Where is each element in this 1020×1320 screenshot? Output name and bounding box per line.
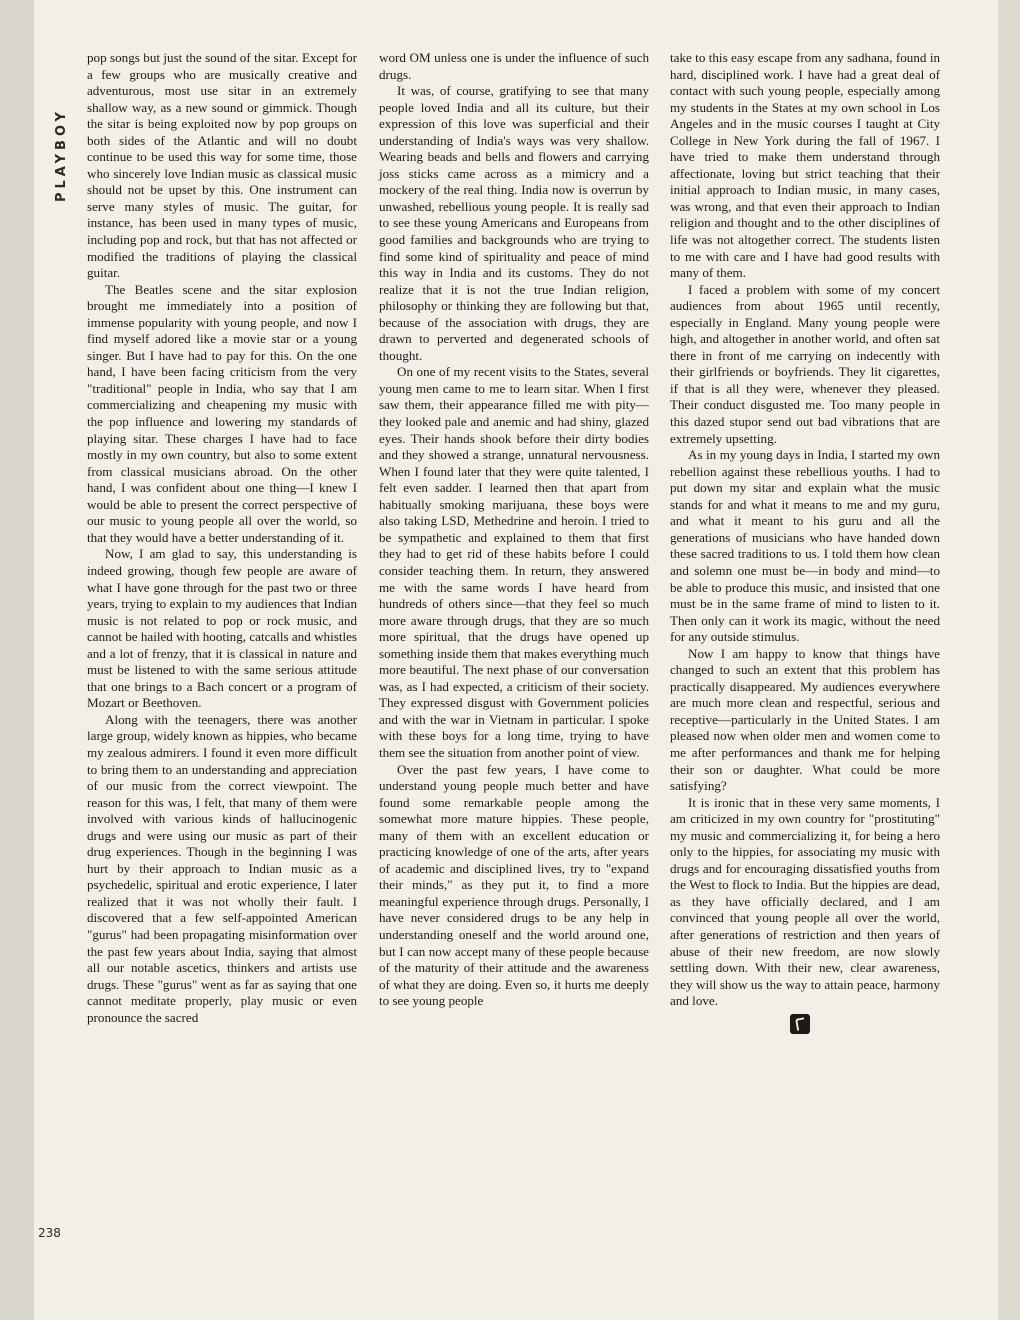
paragraph: As in my young days in India, I started my own rebellion against these rebellious youths. I had to put down my sitar and explain what the music stands for and what it means to me and my guru, and what it meant to his guru and all the generations of musicians who have handed down these sacred traditions to us. I told them how clean and solemn one must be—in body and mind—to be able to produce this music, and insisted that one must be in the same frame of mind to listen to it. Then only can it work its magic, without the need for any outside stimulus. [670, 447, 940, 645]
paragraph: The Beatles scene and the sitar explosion brought me immediately into a position of immense popularity with young people, and now I find myself adored like a movie star or a young singer. But I have had to pay for this. On the one hand, I have been facing criticism from the very "traditional" people in India, who say that I am commercializing and cheapening my music with the pop influence and lowering my standards of playing sitar. These charges I have had to face mostly in my own country, but also to some extent from classical musicians abroad. On the other hand, I was confident about one thing—I knew I would be able to present the correct perspective of our music to young people all over the world, so that they would have a better understanding of it. [87, 281, 357, 545]
paragraph: Along with the teenagers, there was another large group, widely known as hippies, who became my zealous admirers. I found it even more difficult to bring them to an understanding and appreciation of our music from the correct viewpoint. The reason for this was, I felt, that many of them were involved with various kinds of hallucinogenic drugs and were using our music as part of their drug experiences. Though in the beginning I was hurt by their approach to Indian music as a psychedelic, spiritual and erotic experience, I later realized that it was not wholly their fault. I discovered that a few self-appointed American "gurus" had been propagating misinformation over the past few years about India, saying that almost all our notable ascetics, thinkers and artists use drugs. These "gurus" went as far as saying that one cannot meditate properly, play music or even pronounce the sacred [87, 711, 357, 1025]
paragraph: take to this easy escape from any sadhana, found in hard, disciplined work. I have had a great deal of contact with such young people, especially among my students in the States at my own school in Los Angeles and in the music courses I taught at City College in New York during the fall of 1967. I have tried to make them understand through affectionate, loving but strict teaching that their initial approach to Indian music, in many cases, was wrong, and that even their approach to Indian religion and thought and to the other disciplines of life was not altogether correct. The students listen to me with care and I have had good results with many of them. [670, 50, 940, 281]
paragraph: On one of my recent visits to the States, several young men came to me to learn sitar. When I first saw them, their appearance filled me with pity—they looked pale and anemic and had shiny, glazed eyes. Their hands shook before their dirty bodies and they showed a strange, unnatural nervousness. When I found later that they were quite talented, I felt even sadder. I learned then that apart from habitually smoking marijuana, these boys were also taking LSD, Methedrine and heroin. I tried to be sympathetic and explained to them that first they had to get rid of these habits before I could consider teaching them. In return, they answered me with the same words I have heard from hundreds of others since—that they feel so much more aware through drugs, that they are so much more spiritual, that the drugs have opened up something inside them that makes everything much more beautiful. The next phase of our conversation was, as I had expected, a criticism of their society. They expressed disgust with Government policies and with the war in Vietnam in particular. I spoke with these boys for a long time, trying to have them see the situation from another point of view. [379, 364, 649, 760]
page-edge-left [0, 0, 34, 1320]
column-2 [379, 50, 649, 1250]
paragraph: Now I am happy to know that things have changed to such an extent that this problem has practically disappeared. My audiences everywhere are much more clean and respectful, serious and receptive—particularly in the United States. I am pleased now when older men and women come to me after performances and thank me for helping their son or daughter. What could be more satisfying? [670, 645, 940, 794]
paragraph: pop songs but just the sound of the sitar. Except for a few groups who are musically creative and adventurous, most use sitar in an extremely shallow way, as a new sound or gimmick. Though the sitar is being exploited now by pop groups on both sides of the Atlantic and will no doubt continue to be used this way for some time, those who sincerely love Indian music as classical music should not be upset by this. One instrument can serve many styles of music. The guitar, for instance, has been used in many types of music, including pop and rock, but that has not affected or modified the traditions of playing the classical guitar. [87, 50, 357, 281]
paragraph: I faced a problem with some of my concert audiences from about 1965 until recently, especially in England. Many young people were high, and altogether in another world, and often sat there in front of me carrying on indecently with their girlfriends or boyfriends. They lit cigarettes, if that is all they were, whenever they pleased. Their conduct disgusted me. Too many people in this dazed stupor send out bad vibrations that are extremely upsetting. [670, 281, 940, 446]
page-number: 238 [38, 1226, 61, 1240]
end-mark-icon [790, 1014, 810, 1034]
paragraph: Over the past few years, I have come to understand young people much better and have found some remarkable people among the somewhat more mature hippies. These people, many of them with an excellent education or practicing knowledge of one of the arts, after years of academic and disciplined lives, try to "expand their minds," as they put it, to find a more meaningful experience through drugs. Personally, I have never considered drugs to be any help in understanding oneself and the world around one, but I can now accept many of these people because of the maturity of their attitude and the awareness of what they are doing. Even so, it hurts me deeply to see young people [379, 761, 649, 1009]
paragraph: It was, of course, gratifying to see that many people loved India and all its culture, but their expression of this love was superficial and their understanding of India's ways was very shallow. Wearing beads and bells and flowers and carrying joss sticks came across as a mimicry and a mockery of the real thing. India now is overrun by unwashed, rebellious young people. It is really sad to see these young Americans and Europeans from good families and backgrounds who are trying to find some kind of spirituality and peace of mind this way in India and its customs. They do not realize that it is not the true Indian religion, philosophy or thinking they are following but that, because of the association with drugs, they are drawn to perverted and degenerated schools of thought. [379, 83, 649, 363]
paragraph: Now, I am glad to say, this understanding is indeed growing, though few people are aware of what I have gone through for the past two or three years, trying to explain to my audiences that Indian music is not related to pop or rock music, and cannot be hailed with hooting, catcalls and whistles and a lot of frenzy, that it is classical in nature and must be listened to with the same serious attitude that one brings to a Bach concert or a program of Mozart or Beethoven. [87, 546, 357, 711]
masthead: PLAYBOY [54, 108, 69, 202]
paragraph: word OM unless one is under the influence of such drugs. [379, 50, 649, 82]
paragraph: It is ironic that in these very same moments, I am criticized in my own country for "prostituting" my music and commercializing it, for being a hero only to the hippies, for associating my music with drugs and for encouraging dissatisfied youths from the West to flock to India. But the hippies are dead, as they have officially declared, and I am convinced that young people all over the world, after generations of restriction and then years of abuse of their new freedom, are now slowly settling down. With their new, clear awareness, they will show us the way to attain peace, harmony and love. [670, 794, 940, 1009]
page-edge-right [998, 0, 1020, 1320]
column-3 [670, 50, 940, 1250]
column-1 [87, 50, 357, 1250]
